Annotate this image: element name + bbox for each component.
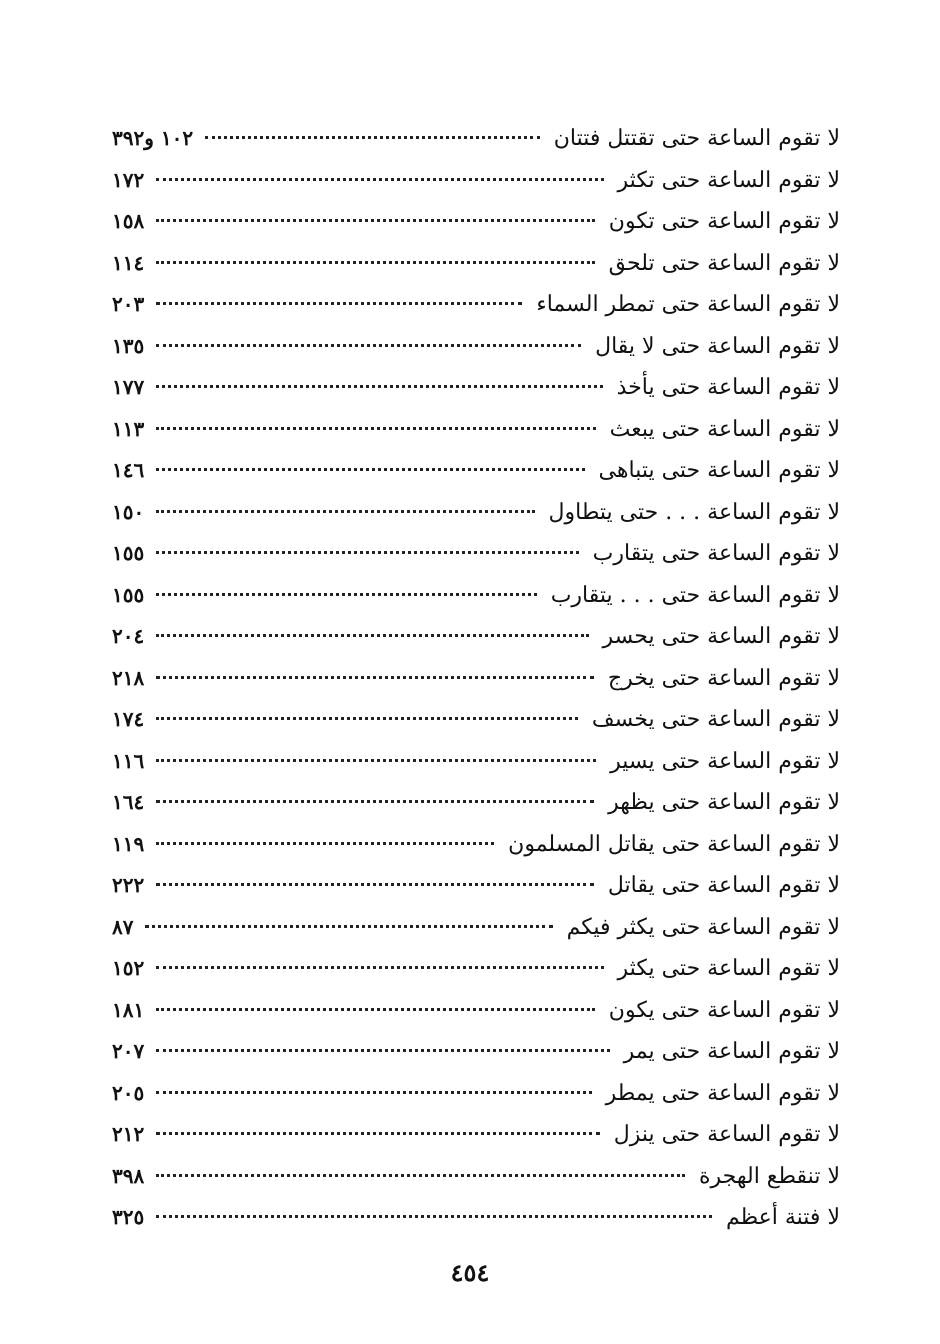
index-entry [112, 575, 840, 617]
entry-page-ref: ٢١٨ [112, 665, 145, 690]
index-entry [112, 658, 840, 700]
entry-text: لا تقوم الساعة حتى تكثر [617, 167, 840, 193]
dot-leader [156, 1049, 609, 1052]
entry-text: لا تقوم الساعة حتى يأخذ [616, 375, 840, 400]
index-entry [112, 533, 840, 575]
entry-page-ref: ١٤٦ [112, 458, 145, 482]
entry-page-ref: ١١٣ [112, 416, 145, 441]
index-entry [112, 741, 840, 783]
index-entry [112, 284, 840, 326]
entry-text: لا تقوم الساعة حتى لا يقال [595, 333, 840, 359]
entry-text: لا تقوم الساعة حتى تمطر السماء [536, 292, 840, 317]
entry-text: لا فتنة أعظم [725, 1205, 840, 1230]
entry-text: لا تقوم الساعة حتى يكثر [617, 956, 840, 981]
dot-leader [156, 593, 536, 596]
index-entry [112, 782, 840, 824]
entry-text: لا تقوم الساعة حتى يمطر [605, 1080, 840, 1106]
dot-leader [156, 800, 594, 803]
dot-leader [145, 925, 552, 928]
entry-text: لا تقوم الساعة حتى يخرج [607, 665, 840, 691]
entry-page-ref: ٨٧ [112, 914, 134, 939]
entry-text: لا تقوم الساعة حتى تكون [608, 209, 840, 234]
entry-page-ref: ١٥٥ [112, 582, 145, 607]
entry-page-ref: ١٦٤ [112, 790, 145, 814]
entry-text: لا تقوم الساعة حتى يتباهى [598, 458, 840, 483]
index-entry [112, 948, 840, 990]
index-entry [112, 1114, 840, 1156]
entry-page-ref: ١٠٢ و٣٩٢ [112, 126, 194, 150]
dot-leader [156, 966, 603, 969]
dot-leader [156, 842, 494, 845]
index-entry [112, 907, 840, 949]
entry-page-ref: ٣٩٨ [112, 1163, 145, 1188]
dot-leader [156, 1091, 591, 1094]
entry-page-ref: ١٥٥ [112, 541, 145, 565]
dot-leader [156, 302, 522, 305]
entry-page-ref: ٢١٢ [112, 1122, 145, 1146]
entry-text: لا تقوم الساعة حتى يسير [610, 748, 840, 774]
index-entry [112, 990, 840, 1032]
entry-text: لا تقوم الساعة حتى تلحق [608, 250, 840, 276]
entry-text: لا تقوم الساعة حتى يظهر [608, 790, 840, 815]
entry-text: لا تقوم الساعة حتى يكثر فيكم [566, 914, 840, 940]
dot-leader [156, 427, 595, 430]
entry-page-ref: ١٧٤ [112, 707, 145, 731]
dot-leader [156, 634, 588, 637]
index-entry [112, 326, 840, 368]
index-entry [112, 824, 840, 866]
entry-text: لا تقوم الساعة حتى يقاتل المسلمون [508, 831, 840, 857]
dot-leader [156, 717, 578, 720]
entry-page-ref: ١٥٢ [112, 956, 145, 980]
entry-page-ref: ١٨١ [112, 997, 145, 1022]
index-entry [112, 865, 840, 907]
dot-leader [156, 1215, 712, 1218]
dot-leader [156, 551, 578, 554]
entry-text: لا تقوم الساعة حتى يحسر [602, 624, 840, 649]
entry-text: لا تقوم الساعة حتى يقاتل [607, 873, 840, 898]
dot-leader [156, 759, 596, 762]
dot-leader [156, 385, 602, 388]
index-entry [112, 1031, 840, 1073]
entry-page-ref: ١١٩ [112, 831, 145, 856]
dot-leader [156, 468, 584, 471]
dot-leader [156, 510, 534, 513]
entry-text: لا تقوم الساعة حتى تقتتل فتتان [553, 126, 840, 151]
index-entry [112, 1197, 840, 1239]
entry-page-ref: ١٥٠ [112, 499, 145, 524]
index-entry [112, 616, 840, 658]
entry-page-ref: ٢٠٧ [112, 1039, 145, 1063]
dot-leader [156, 1008, 595, 1011]
index-entry [112, 367, 840, 409]
index-entry [112, 492, 840, 534]
index-list [112, 118, 840, 1239]
entry-page-ref: ٢٠٥ [112, 1080, 145, 1105]
entry-text: لا تقوم الساعة حتى يبعث [609, 416, 840, 442]
entry-page-ref: ٣٢٥ [112, 1205, 145, 1229]
entry-text: لا تنقطع الهجرة [698, 1163, 840, 1189]
entry-page-ref: ١٣٥ [112, 333, 145, 358]
entry-page-ref: ١١٤ [112, 250, 145, 275]
dot-leader [205, 136, 540, 139]
dot-leader [156, 261, 594, 264]
entry-page-ref: ١٧٢ [112, 167, 145, 192]
dot-leader [156, 676, 594, 679]
entry-page-ref: ١١٦ [112, 748, 145, 773]
entry-page-ref: ١٥٨ [112, 209, 145, 233]
entry-page-ref: ٢٠٤ [112, 624, 145, 648]
index-entry [112, 1156, 840, 1198]
dot-leader [156, 219, 595, 222]
entry-text: لا تقوم الساعة . . . حتى يتطاول [548, 499, 840, 525]
dot-leader [156, 344, 581, 347]
entry-text: لا تقوم الساعة حتى ينزل [613, 1122, 840, 1147]
entry-text: لا تقوم الساعة حتى يخسف [591, 707, 840, 732]
entry-page-ref: ٢٠٣ [112, 292, 145, 316]
dot-leader [156, 178, 603, 181]
dot-leader [156, 883, 594, 886]
entry-text: لا تقوم الساعة حتى يتقارب [592, 541, 840, 566]
entry-text: لا تقوم الساعة حتى يكون [608, 997, 840, 1023]
dot-leader [156, 1174, 685, 1177]
index-entry [112, 118, 840, 160]
index-entry [112, 243, 840, 285]
index-entry [112, 1073, 840, 1115]
index-entry [112, 160, 840, 202]
entry-text: لا تقوم الساعة حتى . . . يتقارب [550, 582, 840, 608]
index-entry [112, 699, 840, 741]
index-entry [112, 450, 840, 492]
index-entry [112, 201, 840, 243]
entry-page-ref: ٢٢٢ [112, 873, 145, 897]
dot-leader [156, 1132, 599, 1135]
entry-text: لا تقوم الساعة حتى يمر [623, 1039, 840, 1064]
index-entry [112, 409, 840, 451]
entry-page-ref: ١٧٧ [112, 375, 145, 399]
page-number: ٤٥٤ [450, 1258, 490, 1287]
